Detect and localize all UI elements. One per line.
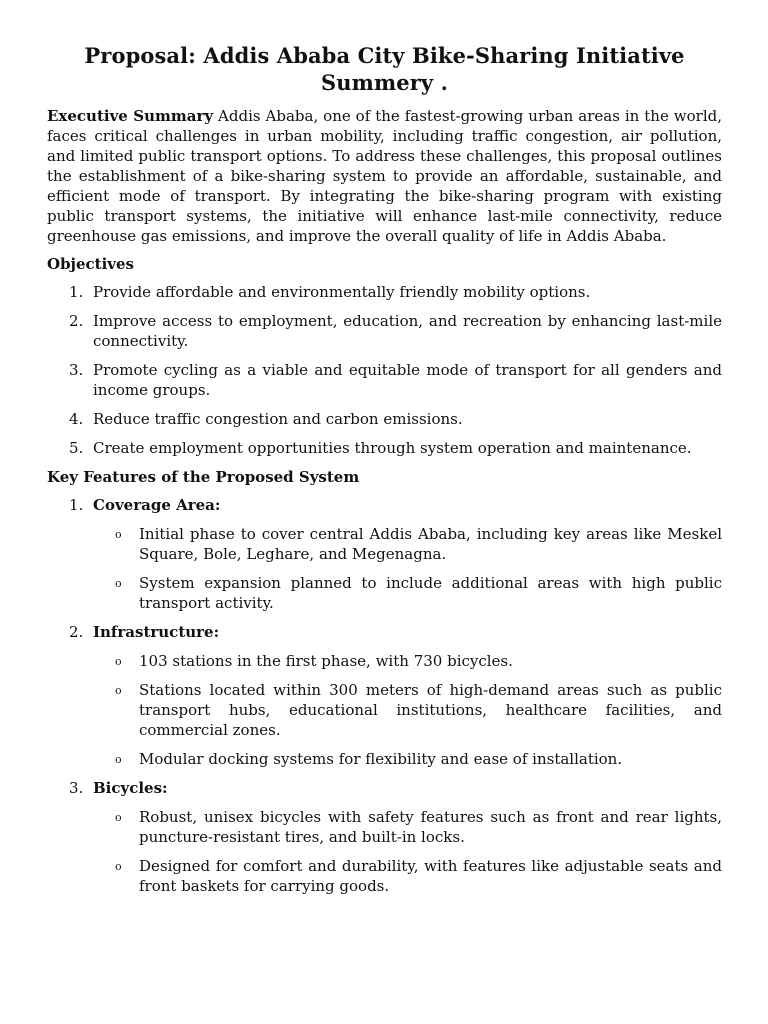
feature-bullets: [93, 651, 722, 769]
bullet-item: [93, 651, 722, 671]
list-item-text: Create employment opportunities through system operation and maintenance.: [93, 439, 692, 457]
bullet-item: [93, 680, 722, 740]
list-item-text: Improve access to employment, education, and recreation by enhancing last-mile connectivity.: [93, 312, 722, 350]
list-number: 2.: [69, 623, 84, 641]
list-item: [47, 282, 722, 302]
list-item: [47, 438, 722, 458]
list-number: 3.: [69, 361, 84, 379]
bullet-item: [93, 749, 722, 769]
bullet-item: [93, 573, 722, 613]
list-number: 5.: [69, 439, 84, 457]
page-title: Proposal: Addis Ababa City Bike-Sharing Initiative Summery .: [84, 43, 685, 95]
feature-item-coverage-area: [47, 495, 722, 613]
bullet-text: Designed for comfort and durability, with features like adjustable seats and front baskets for carrying goods.: [139, 857, 722, 895]
feature-title: Coverage Area:: [93, 496, 221, 514]
list-number: 2.: [69, 312, 84, 330]
bullet-text: Robust, unisex bicycles with safety features such as front and rear lights, puncture-resistant tires, and built-in locks.: [139, 808, 722, 846]
key-features-list: [47, 495, 722, 896]
bullet-icon: o: [115, 655, 122, 668]
bullet-item: [93, 807, 722, 847]
feature-bullets: [93, 807, 722, 896]
list-number: 1.: [69, 283, 84, 301]
bullet-text: Modular docking systems for flexibility and ease of installation.: [139, 750, 623, 768]
key-features-heading: Key Features of the Proposed System: [47, 468, 360, 486]
list-item-text: Promote cycling as a viable and equitable mode of transport for all genders and income groups.: [93, 361, 722, 399]
list-number: 3.: [69, 779, 84, 797]
bullet-text: Stations located within 300 meters of high-demand areas such as public transport hubs, educational institutions, healthcare facilities, and commercial zones.: [139, 681, 722, 739]
bullet-text: System expansion planned to include additional areas with high public transport activity.: [139, 574, 722, 612]
list-item: [47, 409, 722, 429]
list-item-text: Reduce traffic congestion and carbon emissions.: [93, 410, 463, 428]
objectives-heading: Objectives: [47, 255, 134, 273]
bullet-icon: o: [115, 528, 122, 541]
feature-title: Infrastructure:: [93, 623, 220, 641]
list-number: 4.: [69, 410, 84, 428]
executive-summary: [47, 106, 722, 246]
bullet-item: [93, 524, 722, 564]
feature-item-bicycles: [47, 778, 722, 896]
bullet-text: Initial phase to cover central Addis Ababa, including key areas like Meskel Square, Bole, Leghare, and Megenagna.: [139, 525, 722, 563]
bullet-icon: o: [115, 577, 122, 590]
bullet-icon: o: [115, 753, 122, 766]
list-number: 1.: [69, 496, 84, 514]
list-item: [47, 360, 722, 400]
feature-bullets: [93, 524, 722, 613]
bullet-text: 103 stations in the first phase, with 730 bicycles.: [139, 652, 513, 670]
list-item: [47, 311, 722, 351]
executive-summary-text: Addis Ababa, one of the fastest-growing urban areas in the world, faces critical challenges in urban mobility, including traffic congestion, air pollution, and limited public transport options. To address these challenges, this proposal outlines the establishment of a bike-sharing system to provide an affordable, sustainable, and efficient mode of transport. By integrating the bike-sharing program with existing public transport systems, the initiative will enhance last-mile connectivity, reduce greenhouse gas emissions, and improve the overall quality of life in Addis Ababa.: [47, 107, 722, 245]
bullet-icon: o: [115, 811, 122, 824]
feature-title: Bicycles:: [93, 779, 168, 797]
bullet-icon: o: [115, 860, 122, 873]
list-item-text: Provide affordable and environmentally friendly mobility options.: [93, 283, 591, 301]
objectives-list: [47, 282, 722, 458]
bullet-item: [93, 856, 722, 896]
bullet-icon: o: [115, 684, 122, 697]
feature-item-infrastructure: [47, 622, 722, 769]
executive-summary-label: Executive Summary: [47, 107, 214, 125]
